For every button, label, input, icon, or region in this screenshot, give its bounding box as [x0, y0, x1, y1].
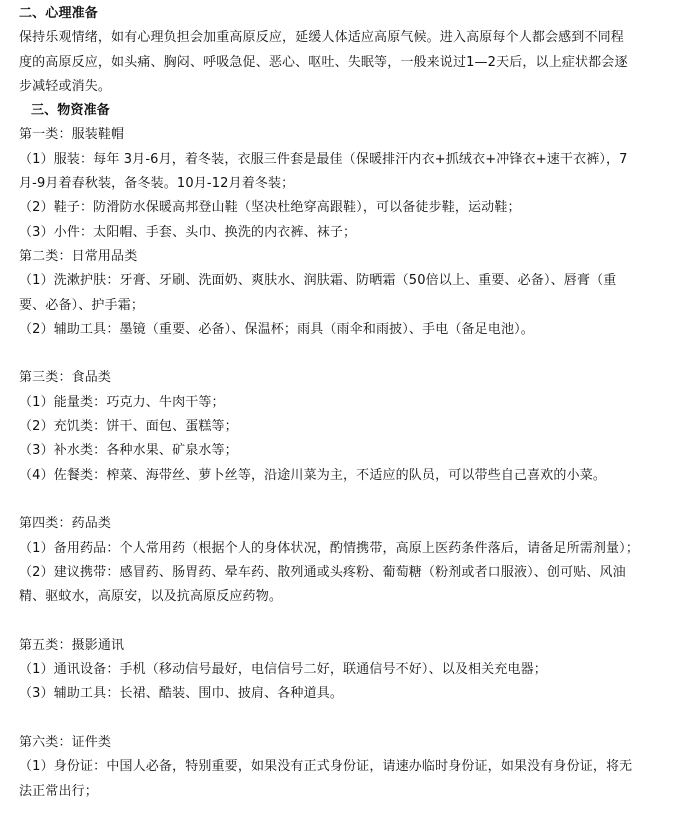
spacer [19, 707, 671, 731]
list-item: （1）通讯设备：手机（移动信号最好，电信信号二好，联通信号不好）、以及相关充电器； [19, 662, 547, 678]
spacer [19, 609, 671, 633]
list-item: 法正常出行； [19, 783, 98, 799]
category-title-documents: 第六类：证件类 [19, 734, 112, 750]
list-item: 月-9月着春秋装，备冬装。10月-12月着冬装； [19, 176, 295, 192]
spacer [19, 342, 671, 366]
category-title-food: 第三类：食品类 [19, 370, 112, 386]
section-heading-supplies: 三、物资准备 [31, 103, 110, 119]
category-title-medicine: 第四类：药品类 [19, 516, 112, 532]
paragraph-line: 保持乐观情绪，如有心理负担会加重高原反应，延缓人体适应高原气候。进入高原每个人都会感到不同程 [19, 30, 624, 46]
list-item: （3）辅助工具：长裙、酷装、围巾、披肩、各种道具。 [19, 686, 344, 702]
list-item: （3）补水类：各种水果、矿泉水等； [19, 443, 238, 459]
list-item: （2）建议携带：感冒药、肠胃药、晕车药、散列通或头疼粉、葡萄糖（粉剂或者口服液）、创可贴、风油 [19, 564, 626, 580]
list-item: （2）辅助工具：墨镜（重要、必备）、保温杯；雨具（雨伞和雨披）、手电（备足电池）。 [19, 321, 534, 337]
category-title-photo-communication: 第五类：摄影通讯 [19, 637, 125, 653]
category-title-daily-items: 第二类：日常用品类 [19, 248, 138, 264]
list-item: （1）备用药品：个人常用药（根据个人的身体状况，酌情携带，高原上医药条件落后，请备足所需剂量）； [19, 540, 639, 556]
category-title-clothing: 第一类：服装鞋帽 [19, 127, 125, 143]
list-item: 精、驱蚊水，高原安，以及抗高原反应药物。 [19, 589, 283, 605]
list-item: （1）洗漱护肤：牙膏、牙刷、洗面奶、爽肤水、润肤霜、防晒霜（50倍以上、重要、必备）、唇膏（重 [19, 273, 617, 289]
list-item: 要、必备）、护手霜； [19, 297, 145, 313]
list-item: （2）充饥类：饼干、面包、蛋糕等； [19, 419, 238, 435]
spacer [19, 488, 671, 512]
list-item: （2）鞋子：防滑防水保暖高邦登山鞋（坚决杜绝穿高跟鞋），可以备徒步鞋，运动鞋； [19, 200, 521, 216]
list-item: （1）身份证：中国人必备，特别重要，如果没有正式身份证，请速办临时身份证，如果没有身份证，将无 [19, 759, 633, 775]
paragraph-line: 步减轻或消失。 [19, 78, 112, 94]
list-item: （3）小件：太阳帽、手套、头巾、换洗的内衣裤、袜子； [19, 224, 357, 240]
section-heading-psychological: 二、心理准备 [19, 6, 98, 21]
list-item: （4）佐餐类：榨菜、海带丝、萝卜丝等，沿途川菜为主，不适应的队员，可以带些自己喜欢的小菜。 [19, 467, 607, 483]
list-item: （1）服装：每年 3月-6月，着冬装，衣服三件套是最佳（保暖排汗内衣+抓绒衣+冲锋衣+速干衣裤），7 [19, 151, 628, 167]
paragraph-line: 度的高原反应，如头痛、胸闷、呼吸急促、恶心、呕吐、失眠等，一般来说过1—2天后，以上症状都会逐 [19, 54, 628, 70]
list-item: （1）能量类：巧克力、牛肉干等； [19, 394, 225, 410]
